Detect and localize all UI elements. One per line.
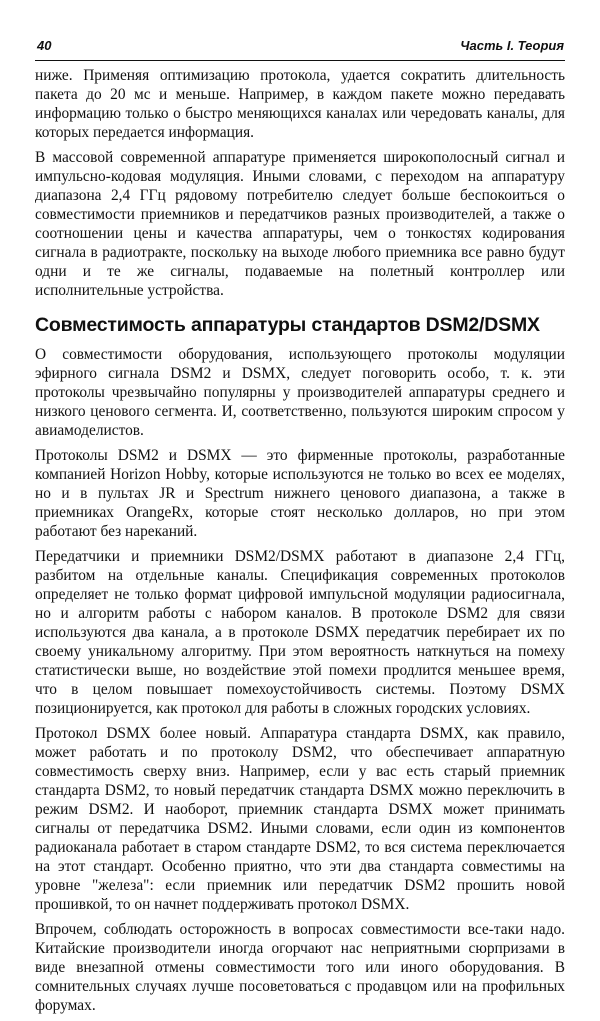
paragraph: В массовой современной аппаратуре применяется широкополосный сигнал и импульсно-кодовая модуляция. Иными словами, с переходом на аппаратуру диапазона 2,4 ГГц рядовому потребителю следует больше беспокоиться о совместимости приемников и передатчиков разных производителей, а также о соотношении цены и качества аппаратуры, чем о тонкостях кодирования сигнала в радиотракте, поскольку на выходе любого приемника все равно будут одни и те же сигналы, подаваемые на полетный контроллер или исполнительные устройства.: [35, 149, 565, 299]
section-heading: Совместимость аппаратуры стандартов DSM2/DSMX: [35, 314, 540, 336]
paragraph: Впрочем, соблюдать осторожность в вопросах совместимости все-таки надо. Китайские производители иногда огорчают нас неприятными сюрпризами в виде внезапной отмены совместимости того или иного оборудования. В сомнительных случаях лучше посоветоваться с продавцом или на профильных форумах.: [35, 921, 565, 1014]
running-title: Часть I. Теория: [460, 38, 564, 53]
paragraph: Передатчики и приемники DSM2/DSMX работают в диапазоне 2,4 ГГц, разбитом на отдельные каналы. Спецификация современных протоколов определяет не только формат цифровой импульсной модуляции радиосигнала, но и алгоритм работы с набором каналов. В протоколе DSM2 для связи используются два канала, а в протоколе DSMX передатчик перебирает их по своему уникальному алгоритму. При этом вероятность наткнуться на помеху статистически выше, но воздействие этой помехи продлится меньшее время, что в целом повышает помехоустойчивость системы. Поэтому DSMX позиционируется, как протокол для работы в сложных городских условиях.: [35, 548, 565, 717]
page-header: [35, 36, 565, 61]
paragraph: ниже. Применяя оптимизацию протокола, удается сократить длительность пакета до 20 мс и меньше. Например, в каждом пакете можно передавать информацию только о быстро меняющихся каналах или чередовать каналы, для которых передается информация.: [35, 67, 565, 141]
paragraph: О совместимости оборудования, использующего протоколы модуляции эфирного сигнала DSM2 и DSMX, следует поговорить особо, т. к. эти протоколы чрезвычайно популярны у производителей аппаратуры среднего и низкого ценового сегмента. И, соответственно, пользуются широким спросом у авиамоделистов.: [35, 346, 565, 439]
page-number: 40: [37, 38, 52, 53]
paragraph: Протокол DSMX более новый. Аппаратура стандарта DSMX, как правило, может работать и по протоколу DSM2, что обеспечивает аппаратную совместимость сверху вниз. Например, если у вас есть старый приемник стандарта DSM2, то новый передатчик стандарта DSMX можно переключить в режим DSM2. И наоборот, приемник стандарта DSMX может принимать сигналы от передатчика DSM2. Иными словами, если один из компонентов радиоканала работает в старом стандарте DSM2, то вся система переключается на этот стандарт. Особенно приятно, что эти два стандарта совместимы на уровне "железа": если приемник или передатчик DSM2 прошить новой прошивкой, то он начнет поддерживать протокол DSMX.: [35, 725, 565, 913]
page-body: [35, 66, 565, 1021]
paragraph: Протоколы DSM2 и DSMX — это фирменные протоколы, разработанные компанией Horizon Hobby, которые используются не только во всех ее моделях, но и в пультах JR и Spectrum нижнего ценового диапазона, а также в приемниках OrangeRx, которые стоят несколько долларов, но при этом работают без нареканий.: [35, 447, 565, 540]
